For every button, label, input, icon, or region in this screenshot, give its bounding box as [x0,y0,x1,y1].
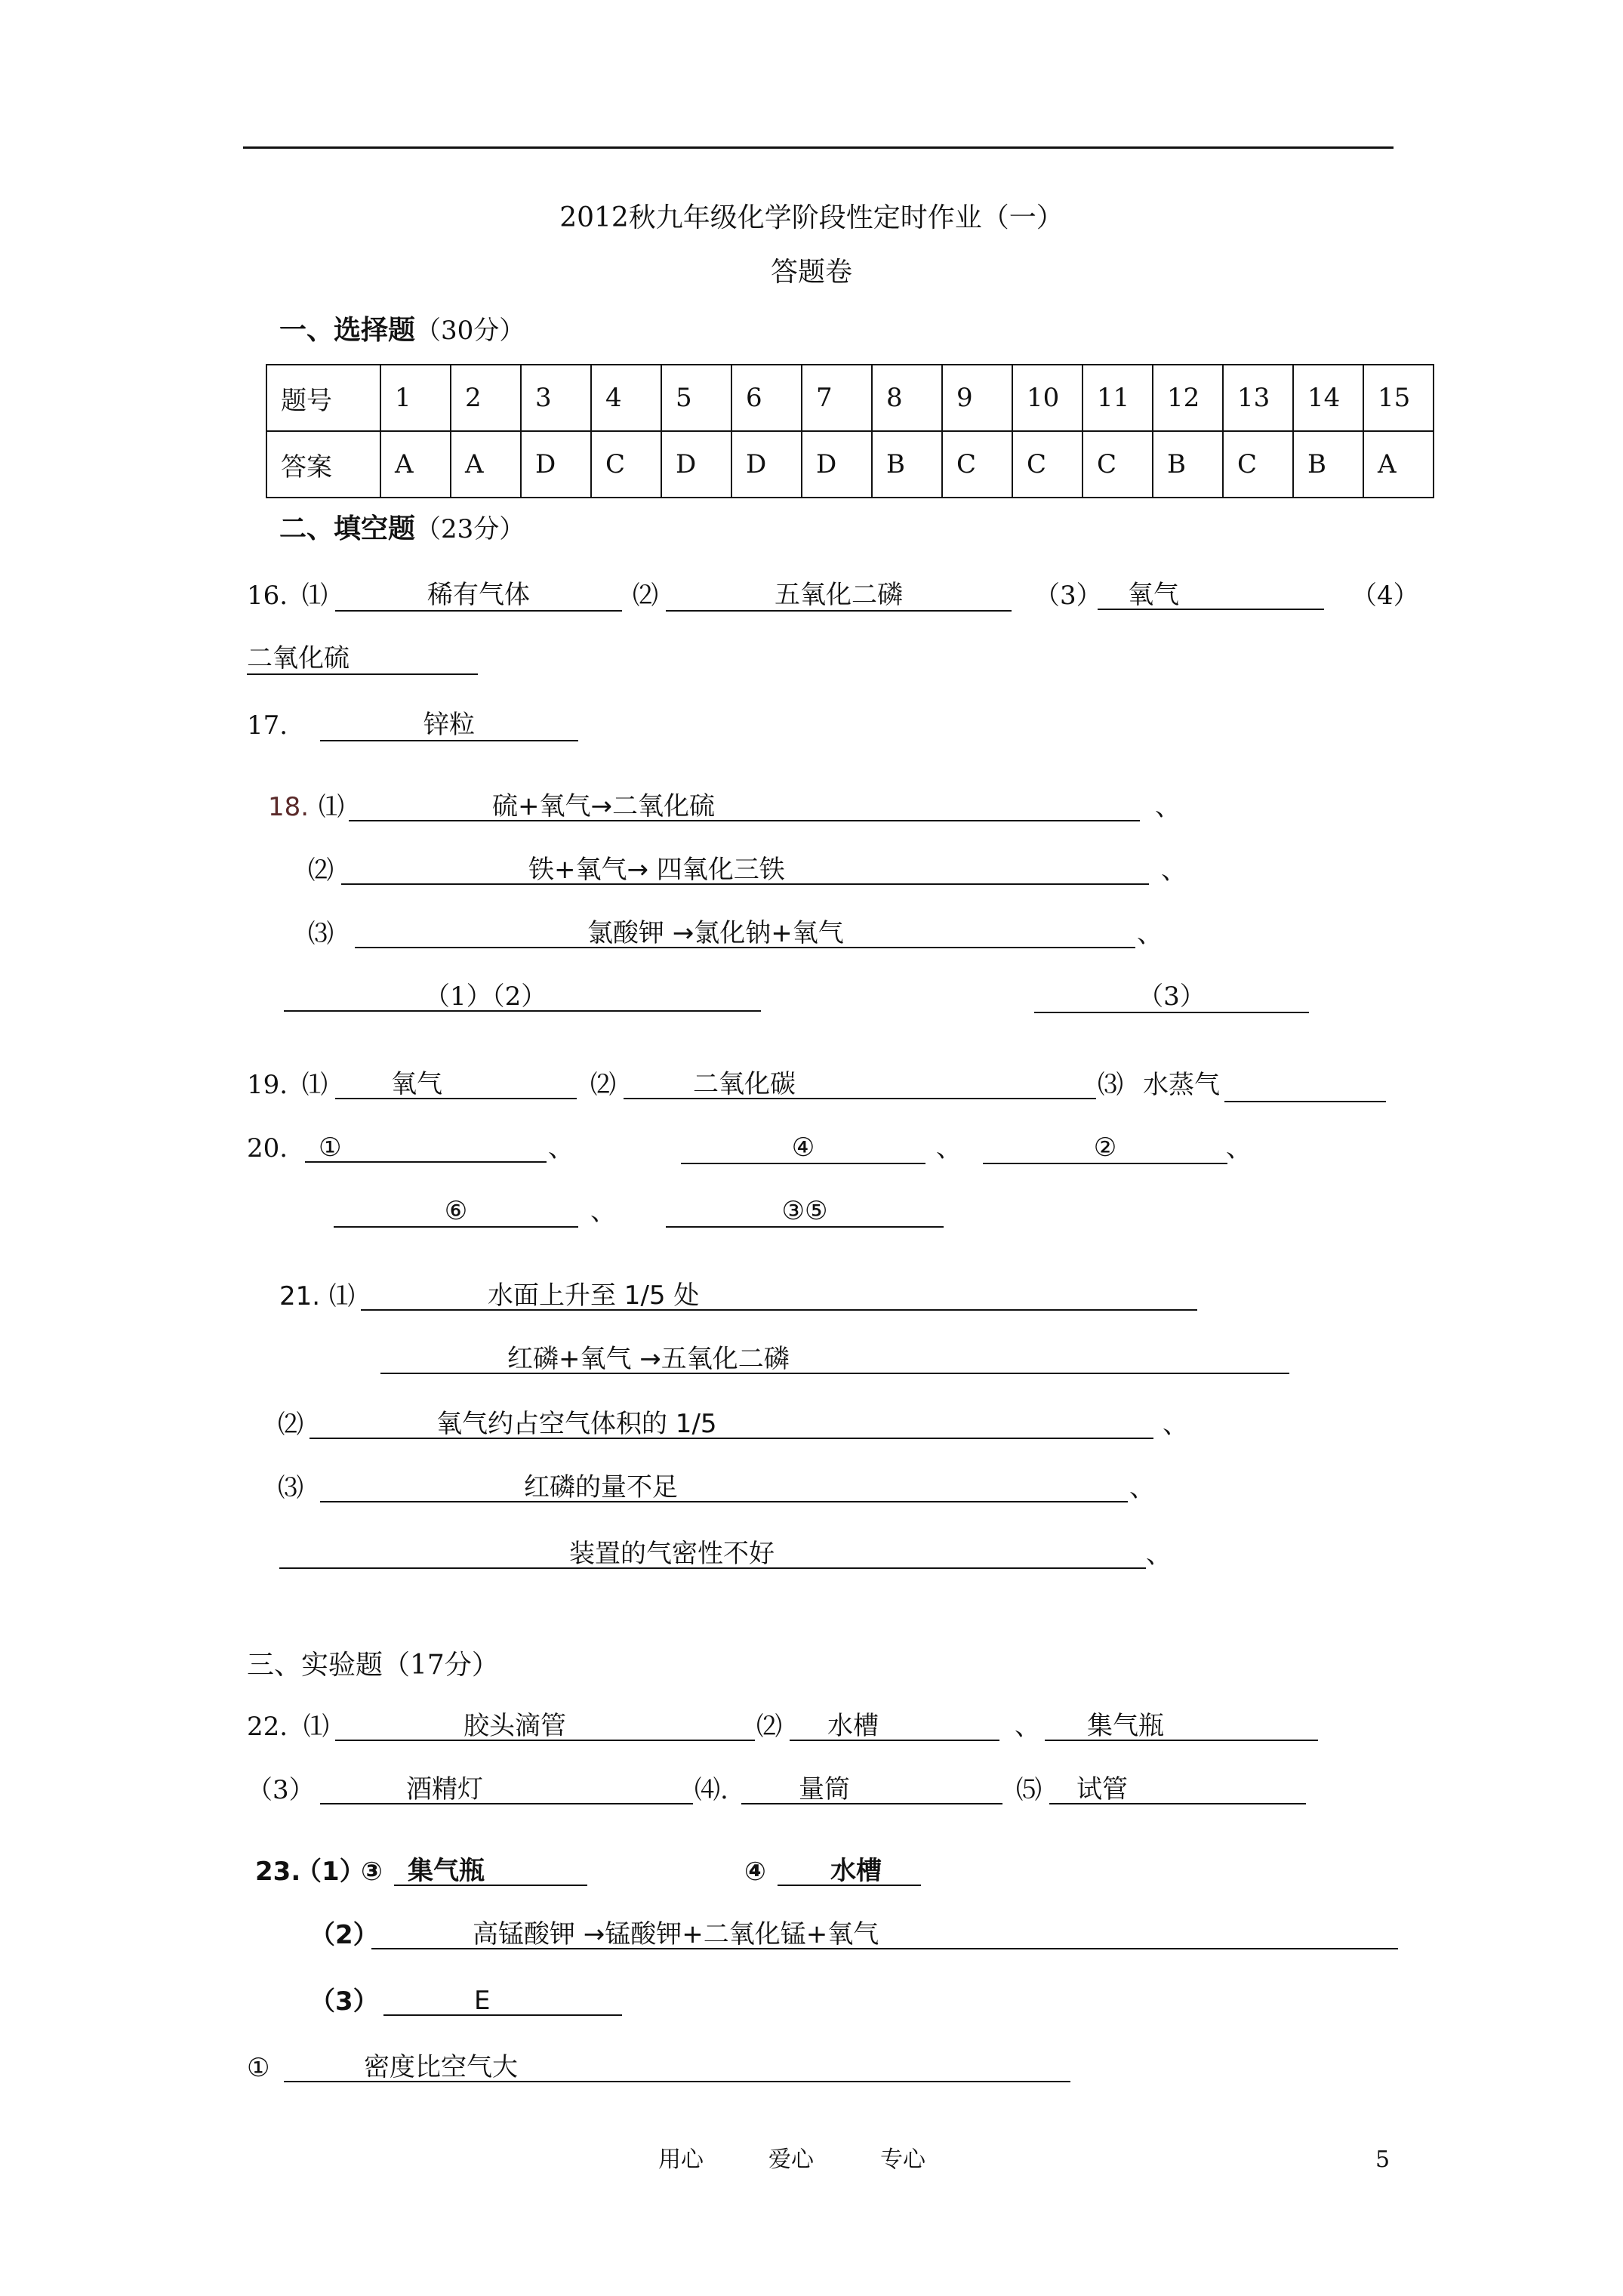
q16-part3-label: （3） [1034,581,1102,611]
section3-title: 三、实验题 [247,1650,383,1681]
q19-part1-answer: 氧气 [335,1069,577,1099]
footer-motto-3: 专心 [880,2147,925,2173]
q23-part1a-label: ③ [361,1857,383,1887]
q19-part3-label: ⑶ [1098,1070,1123,1100]
q23-part3-label: （3） [310,1986,379,2017]
section1-title: 一、选择题 [279,315,416,346]
q22-part5-answer: 试管 [1049,1774,1306,1804]
q23-number: 23. [255,1857,301,1887]
table-cell-answer: B [872,431,942,498]
q21-part1-label: ⑴ [329,1281,355,1311]
q16-part1-answer: 稀有气体 [335,580,622,612]
q20-separator-1: 、 [548,1133,574,1163]
table-row-numbers [266,365,1434,431]
q22-part4-label: ⑷. [694,1775,728,1805]
q22-part2-answer: 水槽 [790,1711,999,1741]
q21-part3-answer-a: 红磷的量不足 [320,1472,1128,1502]
page-subtitle: 答题卷 [770,257,852,288]
q21-part1-answer-b: 红磷+氧气 →五氧化二磷 [380,1344,1289,1374]
page-title: 2012秋九年级化学阶段性定时作业（一） [559,202,1064,233]
table-cell-answer: A [1363,431,1434,498]
q23-part2-answer: 高锰酸钾 →锰酸钾+二氧化锰+氧气 [371,1919,1398,1949]
q23-part4-answer: 密度比空气大 [284,2052,1070,2082]
table-cell-number: 9 [942,365,1012,431]
table-cell-answer: B [1293,431,1363,498]
q22-part2-label: ⑵ [756,1712,782,1742]
q17-number: 17. [247,710,288,741]
q22-part3-label: （3） [247,1775,315,1805]
q20-answer-5: ③⑤ [666,1196,944,1228]
q16-number: 16. [247,581,288,611]
q16-part4-answer: 二氧化硫 [247,643,478,675]
q21-part2-separator: 、 [1163,1410,1188,1440]
table-cell-number: 14 [1293,365,1363,431]
table-cell-number: 12 [1153,365,1223,431]
q16-part2-answer: 五氧化二磷 [666,580,1012,612]
q21-part3-label: ⑶ [278,1473,303,1503]
table-cell-number: 7 [802,365,872,431]
q22-part1-label: ⑴ [303,1712,329,1742]
q16-part2-label: ⑵ [633,581,658,611]
table-cell-number: 15 [1363,365,1434,431]
footer-motto-1: 用心 [658,2147,704,2173]
q16-part4-label: （4） [1351,581,1419,611]
q23-part4-label: ① [247,2053,270,2083]
q22-part2b-answer: 集气瓶 [1045,1711,1318,1741]
q18-answer-b: （3） [1034,982,1309,1013]
q21-part2-answer: 氧气约占空气体积的 1/5 [310,1409,1153,1439]
page-number: 5 [1375,2147,1390,2173]
table-cell-answer: C [1083,431,1153,498]
table-cell-number: 4 [591,365,661,431]
q20-answer-4: ⑥ [334,1196,578,1228]
q20-answer-3: ② [983,1133,1227,1164]
table-cell-number: 1 [380,365,451,431]
answer-table [266,364,1434,498]
q16-part1-label: ⑴ [302,581,328,611]
q20-number: 20. [247,1133,288,1163]
table-label-answer: 答案 [266,431,380,498]
section3-score: （17分） [383,1650,499,1681]
q20-answer-1: ① [305,1133,547,1163]
table-cell-answer: D [521,431,591,498]
section2-title: 二、填空题 [279,513,416,544]
q22-separator: 、 [1015,1712,1040,1742]
table-label-number: 题号 [266,365,380,431]
q20-separator-4: 、 [590,1197,616,1227]
q20-separator-2: 、 [936,1133,962,1163]
q19-number: 19. [247,1070,288,1100]
section1-score: （30分） [415,316,525,346]
q17-answer: 锌粒 [320,710,578,741]
table-cell-number: 6 [731,365,802,431]
q18-part2-separator: 、 [1161,855,1187,886]
q16-part3-answer: 氧气 [1098,580,1324,610]
table-cell-answer: C [1223,431,1293,498]
q18-part1-label: ⑴ [319,792,344,822]
table-row-answers [266,431,1434,498]
table-cell-answer: D [731,431,802,498]
q20-answer-2: ④ [681,1133,925,1164]
q22-part4-answer: 量筒 [741,1774,1002,1804]
table-cell-answer: C [1012,431,1083,498]
q18-part2-answer: 铁+氧气→ 四氧化三铁 [341,855,1149,885]
q21-number: 21. [279,1281,321,1311]
q20-separator-3: 、 [1226,1133,1252,1163]
table-cell-number: 8 [872,365,942,431]
q18-part3-separator: 、 [1137,919,1163,949]
section1-heading [279,317,525,344]
q22-part1-answer: 胶头滴管 [335,1711,755,1741]
q23-part2-label: （2） [310,1920,379,1950]
q23-part1b-answer: 水槽 [778,1856,921,1886]
q19-part1-label: ⑴ [302,1070,328,1100]
table-cell-number: 2 [451,365,521,431]
table-cell-answer: D [661,431,731,498]
q21-part1-answer-a: 水面上升至 1/5 处 [361,1281,1197,1311]
section2-heading [279,513,525,544]
section2-score: （23分） [415,514,525,544]
q23-part3-answer: E [383,1986,622,2016]
q23-part1-label: （1） [296,1857,365,1887]
table-cell-answer: B [1153,431,1223,498]
q21-part3-answer-b: 装置的气密性不好 [279,1539,1146,1569]
table-cell-number: 13 [1223,365,1293,431]
table-cell-number: 5 [661,365,731,431]
section3-heading [247,1652,499,1679]
q19-part3-answer: 水蒸气 [1143,1070,1220,1100]
q19-part3-underline [1224,1099,1386,1102]
table-cell-number: 3 [521,365,591,431]
q21-part2-label: ⑵ [278,1410,303,1440]
q19-part2-answer: 二氧化碳 [624,1069,1096,1099]
q22-part3-answer: 酒精灯 [320,1774,693,1804]
table-cell-answer: A [451,431,521,498]
table-cell-answer: C [591,431,661,498]
q19-part2-label: ⑵ [590,1070,616,1100]
q18-answer-a: （1）（2） [284,982,761,1012]
q18-part1-separator: 、 [1155,792,1181,822]
q18-part3-answer: 氯酸钾 →氯化钠+氧气 [355,918,1135,948]
q18-part3-label: ⑶ [308,919,334,949]
table-cell-answer: A [380,431,451,498]
q22-number: 22. [247,1712,288,1742]
q21-part3-separator-b: 、 [1146,1539,1172,1570]
q18-number: 18. [268,792,310,822]
q22-part5-label: ⑸ [1016,1775,1042,1805]
table-cell-answer: D [802,431,872,498]
q18-part1-answer: 硫+氧气→二氧化硫 [349,791,1140,821]
footer-motto-2: 爱心 [768,2147,814,2173]
q21-part3-separator-a: 、 [1129,1473,1155,1503]
q23-part1b-label: ④ [744,1857,766,1887]
table-cell-number: 11 [1083,365,1153,431]
q18-part2-label: ⑵ [308,855,334,886]
q23-part1a-answer: 集气瓶 [394,1856,587,1886]
table-cell-answer: C [942,431,1012,498]
header-rule [243,146,1394,149]
table-cell-number: 10 [1012,365,1083,431]
